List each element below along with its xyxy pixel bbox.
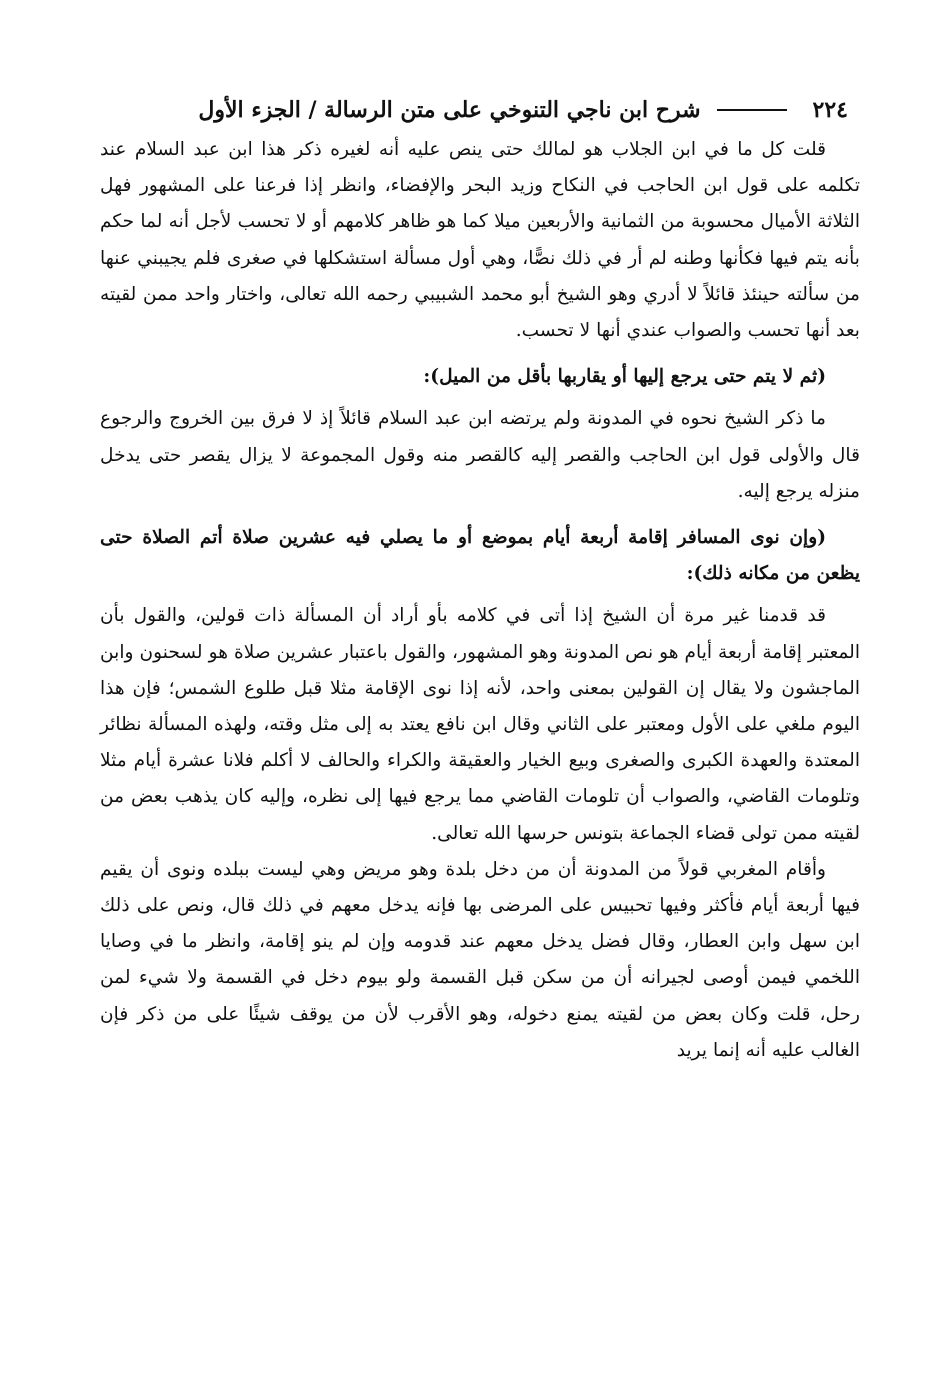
header-rule — [717, 109, 787, 111]
commentary-paragraph-4: وأقام المغربي قولاً من المدونة أن من دخل بلدة وهو مريض وهي ليست ببلده ونوى أن يقيم فيها أربعة أيام فأكثر وفيها تحبيس على المرضى بها فإنه يدخل معهم في ذلك قال، ونص على ذلك ابن سهل وابن العطار، وقال فضل يدخل معهم عند قدومه وإن لم ينو إقامة، وانظر ما في وصايا اللخمي فيمن أوصى لجيرانه أن من سكن قبل القسمة ولو بيوم دخل في القسمة ولا شيء لمن رحل، قلت وكان بعض من لقيته يمنع دخوله، وهو الأقرب لأن من يوقف شيئًا على من ذكر فإن الغالب عليه أنه إنما يريد — [100, 858, 860, 1061]
matn-quote-2: (وإن نوى المسافر إقامة أربعة أيام بموضع أو ما يصلي فيه عشرين صلاة أتم الصلاة حتى يظعن من مكانه ذلك): — [100, 527, 860, 585]
commentary-paragraph-2: ما ذكر الشيخ نحوه في المدونة ولم يرتضه ابن عبد السلام قائلاً إذ لا فرق بين الخروج والرجوع قال والأولى قول ابن الحاجب والقصر إليه كالقصر منه وقول المجموعة لا يزال يقصر حتى يدخل منزله يرجع إليه. — [100, 408, 860, 502]
matn-quote-1: (ثم لا يتم حتى يرجع إليها أو يقاربها بأقل من الميل): — [423, 366, 826, 388]
page-header — [100, 88, 860, 132]
commentary-paragraph-1: قلت كل ما في ابن الجلاب هو لمالك حتى ينص عليه أنه لغيره ذكر هذا ابن عبد السلام عند تكلمه على قول ابن الحاجب في النكاح وزيد البحر والإفضاء، وانظر إذا فرعنا على المشهور فهل الثلاثة الأميال محسوبة من الثمانية والأربعين ميلا كما هو ظاهر كلامهم أو لا تحسب لأجل أنه لما حكم بأنه يتم فيها فكأنها وطنه لم أر في ذلك نصًّا، وهي أول مسألة استشكلها في صغرى فلم يجيبني عنها من سألته حينئذ قائلاً لا أدري وهو الشيخ أبو محمد الشبيبي رحمه الله تعالى، واختار واحد ممن لقيته بعد أنها تحسب والصواب عندي أنها لا تحسب. — [100, 139, 860, 342]
page-number: ٢٢٤ — [812, 97, 848, 123]
running-title: شرح ابن ناجي التنوخي على متن الرسالة / الجزء الأول — [198, 97, 701, 123]
commentary-paragraph-3: قد قدمنا غير مرة أن الشيخ إذا أتى في كلامه بأو أراد أن المسألة ذات قولين، والقول بأن المعتبر إقامة أربعة أيام هو نص المدونة وهو المشهور، والقول باعتبار عشرين صلاة هو لسحنون وابن الماجشون ولا يقال إن القولين بمعنى واحد، لأنه إذا نوى الإقامة مثلا قبل طلوع الشمس؛ فإن هذا اليوم ملغي على الأول ومعتبر على الثاني وقال ابن نافع يعتد به إلى مثل وقته، ولهذه المسألة نظائر المعتدة والعهدة الكبرى والصغرى وبيع الخيار والعقيقة والكراء والحالف لا أكلم فلانا عشرة أيام مثلا وتلومات القاضي، والصواب أن تلومات القاضي مما يرجع فيها إلى نظره، وإليه كان يذهب بعض من لقيته ممن تولى قضاء الجماعة بتونس حرسها الله تعالى. — [100, 605, 860, 844]
book-page — [100, 88, 860, 1358]
